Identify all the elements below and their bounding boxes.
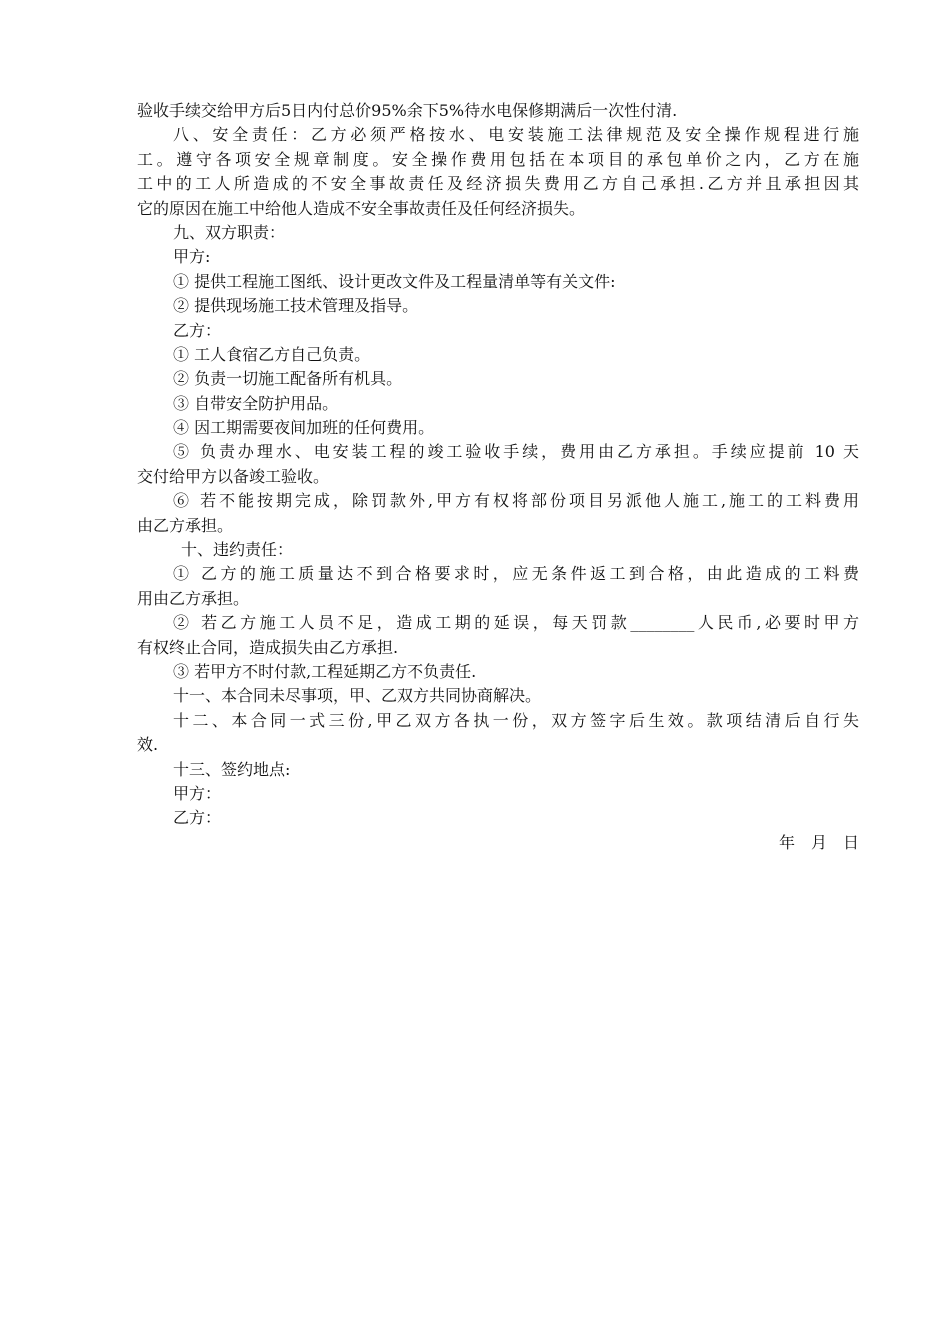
party-a-signature-label: 甲方： bbox=[173, 783, 222, 803]
list-item: ① 提供工程施工图纸、设计更改文件及工程量清单等有关文件: bbox=[173, 271, 616, 291]
clause-9-heading: 九、双方职责： bbox=[173, 222, 286, 242]
party-a-label: 甲方: bbox=[173, 247, 211, 267]
list-item: ③ 自带安全防护用品。 bbox=[173, 393, 339, 413]
text-line: 由乙方承担。 bbox=[137, 515, 234, 535]
clause-12: 十二、本合同一式三份,甲乙双方各执一份，双方签字后生效。款项结清后自行失 bbox=[173, 710, 859, 730]
clause-11: 十一、本合同未尽事项，甲、乙双方共同协商解决。 bbox=[173, 686, 542, 706]
party-b-label: 乙方： bbox=[173, 320, 222, 340]
party-b-signature-label: 乙方： bbox=[173, 808, 222, 828]
text-line: 工。遵守各项安全规章制度。安全操作费用包括在本项目的承包单价之内，乙方在施 bbox=[137, 149, 859, 169]
text-line: 验收手续交给甲方后5日内付总价95%余下5%待水电保修期满后一次性付清. bbox=[137, 101, 678, 120]
list-item: ① 工人食宿乙方自己负责。 bbox=[173, 344, 371, 364]
list-item: ⑥ 若不能按期完成，除罚款外,甲方有权将部份项目另派他人施工,施工的工料费用 bbox=[173, 491, 859, 511]
text-line: 有权终止合同，造成损失由乙方承担. bbox=[137, 637, 399, 657]
text-line: 效. bbox=[137, 735, 159, 755]
list-item: ④ 因工期需要夜间加班的任何费用。 bbox=[173, 418, 435, 438]
document-page bbox=[137, 99, 859, 855]
clause-8-heading: 八、安全责任：乙方必须严格按水、电安装施工法律规范及安全操作规程进行施 bbox=[173, 125, 859, 145]
text-line: 它的原因在施工中给他人造成不安全事故责任及任何经济损失。 bbox=[137, 198, 586, 218]
list-item: ② 负责一切施工配备所有机具。 bbox=[173, 369, 403, 389]
text-line: 工中的工人所造成的不安全事故责任及经济损失费用乙方自己承担.乙方并且承担因其 bbox=[137, 174, 859, 194]
list-item: ③ 若甲方不时付款,工程延期乙方不负责任. bbox=[173, 661, 477, 681]
list-item: ① 乙方的施工质量达不到合格要求时，应无条件返工到合格，由此造成的工料费 bbox=[173, 564, 859, 584]
text-line: 交付给甲方以备竣工验收。 bbox=[137, 466, 330, 486]
list-item: ② 提供现场施工技术管理及指导。 bbox=[173, 296, 419, 316]
text-line: 用由乙方承担。 bbox=[137, 588, 250, 608]
date-line: 年 月 日 bbox=[778, 832, 859, 852]
list-item: ⑤ 负责办理水、电安装工程的竣工验收手续，费用由乙方承担。手续应提前 10 天 bbox=[173, 442, 859, 462]
clause-13-heading: 十三、签约地点: bbox=[173, 759, 291, 779]
list-item: ② 若乙方施工人员不足，造成工期的延误，每天罚款________人民币,必要时甲方 bbox=[173, 613, 859, 633]
clause-10-heading: 十、违约责任： bbox=[181, 540, 294, 560]
